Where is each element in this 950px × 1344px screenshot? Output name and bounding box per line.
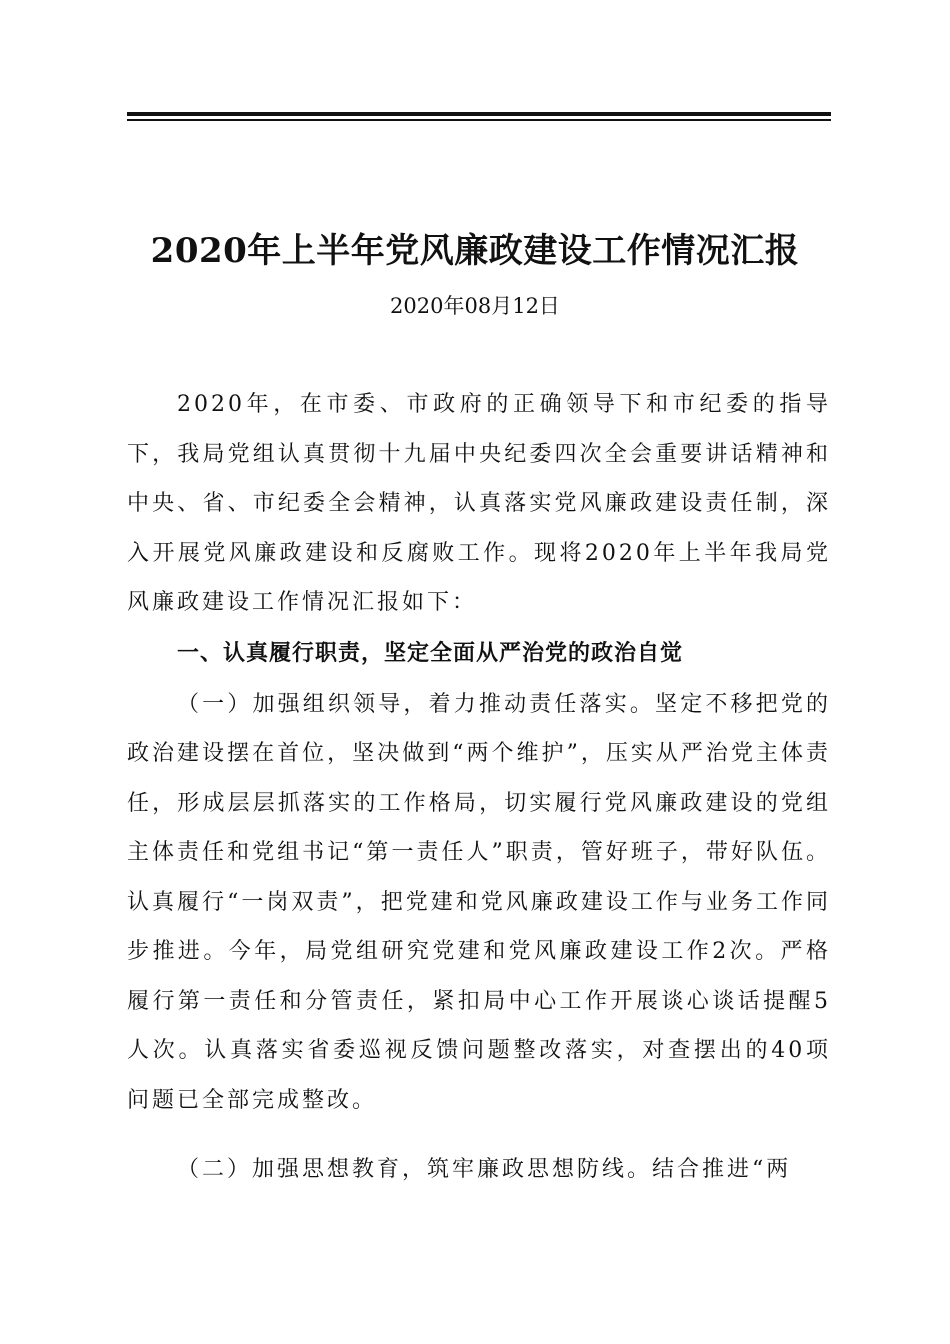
header-rule-thin — [127, 119, 831, 121]
section-paragraph: （一）加强组织领导，着力推动责任落实。坚定不移把党的政治建设摆在首位，坚决做到“两个维护”，压实从严治党主体责任，形成层层抓落实的工作格局，切实履行党风廉政建设的党组主体责任和党组书记“第一责任人”职责，管好班子，带好队伍。认真履行“一岗双责”，把党建和党风廉政建设工作与业务工作同步推进。今年，局党组研究党建和党风廉政建设工作2次。严格履行第一责任和分管责任，紧扣局中心工作开展谈心谈话提醒5人次。认真落实省委巡视反馈问题整改落实，对查摆出的40项问题已全部完成整改。 — [127, 691, 831, 1113]
section-paragraph: （二）加强思想教育，筑牢廉政思想防线。结合推进“两 — [177, 1157, 792, 1182]
header-rule-thick — [127, 112, 831, 116]
document-title: 2020年上半年党风廉政建设工作情况汇报 — [150, 231, 800, 271]
intro-paragraph: 2020年，在市委、市政府的正确领导下和市纪委的指导下，我局党组认真贯彻十九届中央纪委四次全会重要讲话精神和中央、省、市纪委全会精神，认真落实党风廉政建设责任制，深入开展党风廉政建设和反腐败工作。现将2020年上半年我局党风廉政建设工作情况汇报如下： — [127, 392, 831, 615]
document-body — [127, 380, 831, 1195]
document-date: 2020年08月12日 — [390, 294, 560, 318]
section-heading: 一、认真履行职责，坚定全面从严治党的政治自觉 — [177, 640, 684, 666]
